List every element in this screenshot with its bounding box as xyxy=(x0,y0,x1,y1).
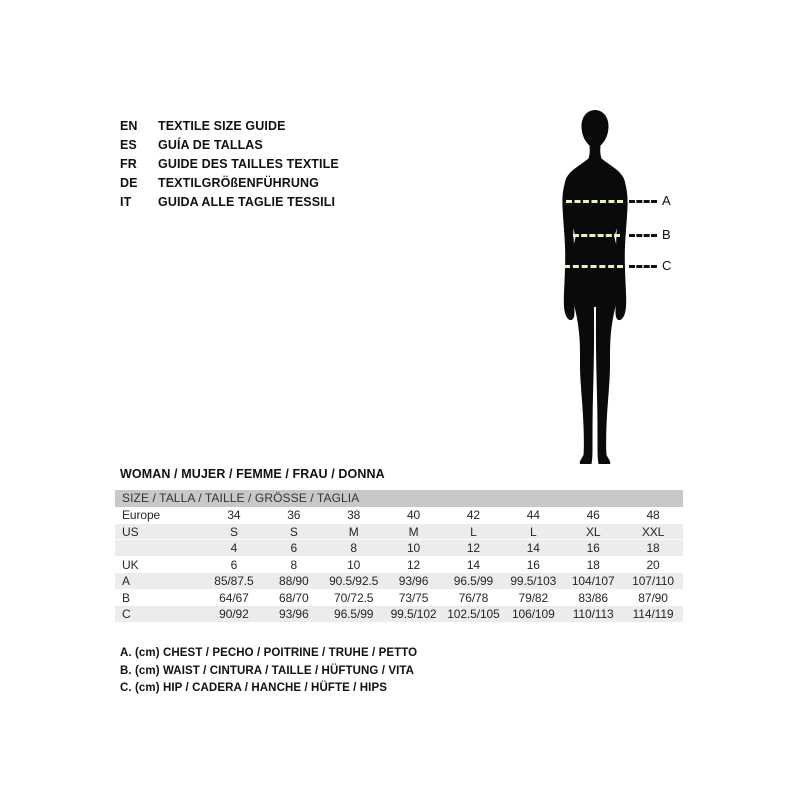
measurement-label: C xyxy=(662,258,672,273)
size-cell: 4 xyxy=(230,541,238,555)
size-cell: 85/87.5 xyxy=(214,574,254,588)
size-table xyxy=(115,490,683,623)
size-cell: S xyxy=(289,524,298,539)
row-label: US xyxy=(122,524,139,539)
size-cell: 106/109 xyxy=(511,607,555,621)
language-code: IT xyxy=(120,194,132,209)
table-row xyxy=(115,524,683,541)
woman-silhouette-figure xyxy=(550,108,640,468)
table-row xyxy=(115,507,683,524)
size-cell: 10 xyxy=(406,541,421,555)
language-code: DE xyxy=(120,175,138,190)
size-cell: S xyxy=(229,524,238,539)
language-row xyxy=(120,192,339,211)
size-cell: XL xyxy=(585,524,601,539)
size-cell: L xyxy=(530,524,537,539)
size-cell: 93/96 xyxy=(279,607,309,621)
size-cell: 102.5/105 xyxy=(447,607,500,621)
size-cell: 107/110 xyxy=(632,574,674,588)
size-cell: 48 xyxy=(646,508,660,522)
size-cell: 18 xyxy=(646,541,660,555)
size-cell: L xyxy=(470,524,477,539)
size-cell: XXL xyxy=(641,524,665,539)
size-cell: 46 xyxy=(586,508,600,522)
measurement-label: A xyxy=(662,193,671,208)
size-cell: 8 xyxy=(350,541,357,555)
size-cell: 68/70 xyxy=(279,590,309,605)
size-cell: 8 xyxy=(290,557,298,572)
language-title: TEXTILE SIZE GUIDE xyxy=(158,118,286,133)
table-row xyxy=(115,590,683,607)
body-dash-line xyxy=(564,265,623,268)
size-cell: 96.5/99 xyxy=(453,574,494,588)
size-cell: 70/72.5 xyxy=(334,590,374,605)
size-cell: 14 xyxy=(526,541,540,555)
outer-dash-line xyxy=(629,234,657,237)
language-code: FR xyxy=(120,156,137,171)
table-row xyxy=(115,557,683,574)
row-label: Europe xyxy=(122,508,161,522)
language-row xyxy=(120,173,339,192)
size-table-header: SIZE / TALLA / TAILLE / GRÖSSE / TAGLIA xyxy=(115,490,683,507)
size-cell: 10 xyxy=(347,557,361,572)
size-cell: 99.5/102 xyxy=(390,607,437,621)
size-cell: M xyxy=(348,524,359,539)
size-cell: 76/78 xyxy=(458,590,489,605)
language-title: GUÍA DE TALLAS xyxy=(158,137,263,152)
legend-line: B. (cm) WAIST / CINTURA / TAILLE / HÜFTUNG / VITA xyxy=(120,664,415,677)
legend-line: A. (cm) CHEST / PECHO / POITRINE / TRUHE / PETTO xyxy=(120,647,418,659)
language-row xyxy=(120,135,339,154)
size-cell: 110/113 xyxy=(572,607,614,621)
size-cell: 34 xyxy=(227,508,241,522)
language-code: ES xyxy=(120,137,137,152)
table-row xyxy=(115,573,683,590)
size-cell: 14 xyxy=(466,557,481,572)
size-cell: 104/107 xyxy=(571,574,615,588)
size-cell: 16 xyxy=(526,557,540,572)
section-title: WOMAN / MUJER / FEMME / FRAU / DONNA xyxy=(120,467,385,481)
body-dash-line xyxy=(573,234,620,237)
size-cell: 40 xyxy=(406,508,421,522)
table-row xyxy=(115,540,683,557)
size-cell: 12 xyxy=(406,557,421,572)
row-label: UK xyxy=(122,557,139,572)
size-cell: 114/119 xyxy=(632,607,674,621)
size-cell: 12 xyxy=(466,541,481,555)
outer-dash-line xyxy=(629,200,657,203)
woman-silhouette-icon xyxy=(550,108,640,468)
size-cell: 44 xyxy=(526,508,540,522)
size-cell: 6 xyxy=(290,541,298,555)
size-cell: 90.5/92.5 xyxy=(329,574,379,588)
table-row xyxy=(115,606,683,623)
size-cell: 38 xyxy=(347,508,361,522)
size-cell: 83/86 xyxy=(578,590,608,605)
size-cell: 79/82 xyxy=(518,590,549,605)
language-code: EN xyxy=(120,118,138,133)
language-row xyxy=(120,116,339,135)
size-cell: 64/67 xyxy=(219,590,249,605)
size-cell: 93/96 xyxy=(398,574,429,588)
size-table-body xyxy=(115,507,683,623)
size-cell: M xyxy=(408,524,419,539)
size-cell: 42 xyxy=(466,508,481,522)
size-cell: 73/75 xyxy=(398,590,429,605)
row-label: A xyxy=(122,574,130,588)
size-cell: 99.5/103 xyxy=(510,574,557,588)
language-title: GUIDA ALLE TAGLIE TESSILI xyxy=(158,194,336,209)
size-cell: 20 xyxy=(646,557,660,572)
language-title: TEXTILGRÖßENFÜHRUNG xyxy=(158,175,319,190)
size-cell: 16 xyxy=(586,541,600,555)
size-cell: 6 xyxy=(230,557,238,572)
language-row xyxy=(120,154,339,173)
outer-dash-line xyxy=(629,265,657,268)
size-cell: 87/90 xyxy=(638,590,668,605)
measurement-label: B xyxy=(662,227,671,242)
legend-line: C. (cm) HIP / CADERA / HANCHE / HÜFTE / HIPS xyxy=(120,682,388,694)
size-cell: 18 xyxy=(586,557,600,572)
size-cell: 88/90 xyxy=(279,574,309,588)
body-dash-line xyxy=(566,200,623,203)
measurement-legend xyxy=(120,645,417,698)
size-cell: 90/92 xyxy=(219,607,249,621)
size-cell: 96.5/99 xyxy=(334,607,374,621)
row-label xyxy=(115,540,204,557)
language-title-list xyxy=(120,116,339,211)
row-label: B xyxy=(122,590,130,605)
language-title: GUIDE DES TAILLES TEXTILE xyxy=(158,156,339,171)
row-label: C xyxy=(122,607,131,621)
size-cell: 36 xyxy=(287,508,301,522)
